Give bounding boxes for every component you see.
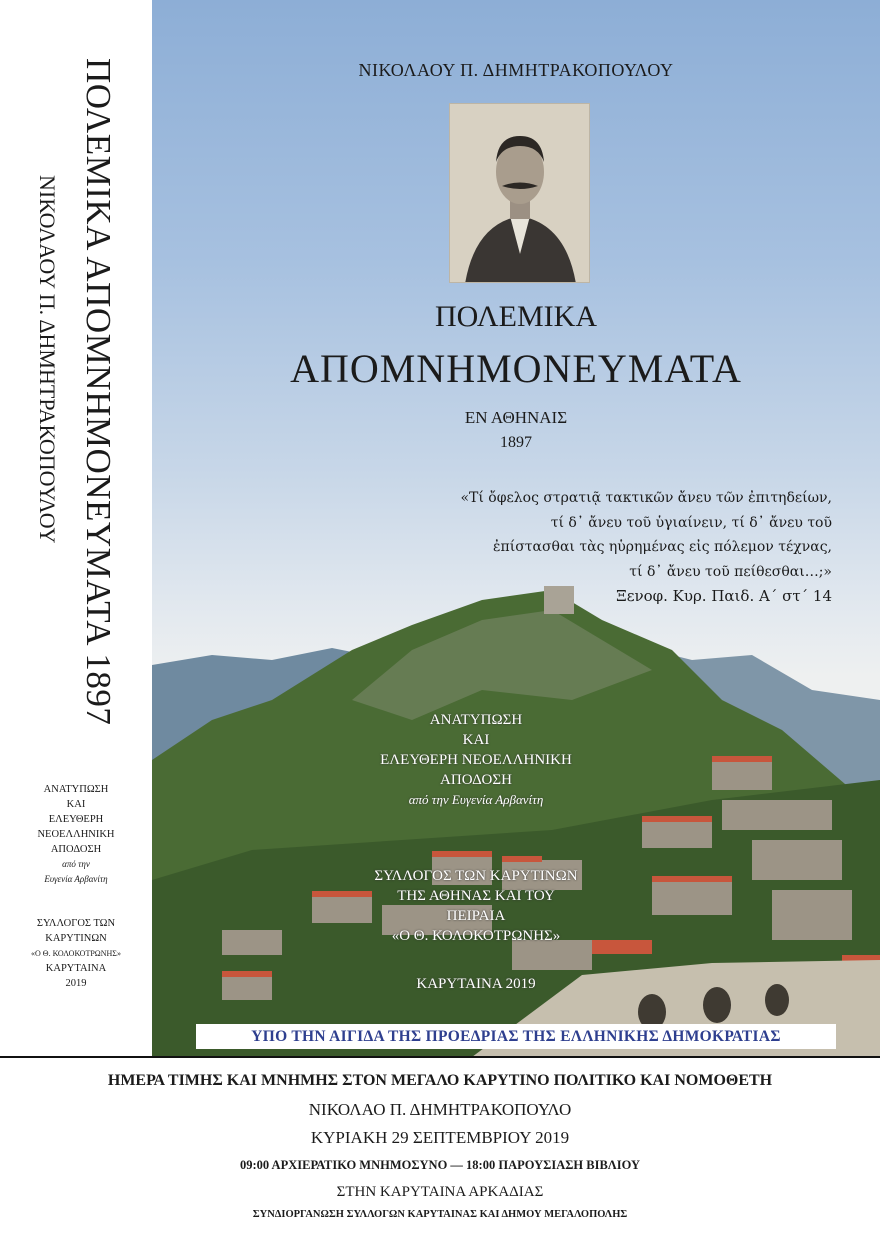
text-line: ΣΥΛΛΟΓΟΣ ΤΩΝ	[36, 918, 116, 929]
text-line: ΕΛΕΥΘΕΡΗ ΝΕΟΕΛΛΗΝΙΚΗ	[380, 752, 572, 768]
cover-publisher	[152, 866, 840, 946]
title-line-2: ΑΠΟΜΝΗΜΟΝΕΥΜΑΤΑ	[290, 346, 742, 391]
cover-translation-credit	[152, 710, 840, 810]
spine-publisher	[0, 916, 152, 991]
text-line: ΑΠΟΔΟΣΗ	[50, 844, 102, 855]
publication-place: ΕΝ ΑΘΗΝΑΙΣ	[464, 408, 568, 427]
event-schedule: 09:00 ΑΡΧΙΕΡΑΤΙΚΟ ΜΝΗΜΟΣΥΝΟ — 18:00 ΠΑΡΟΥΣΙΑΣΗ ΒΙΒΛΙΟΥ	[239, 1158, 641, 1172]
divider-line	[0, 1056, 880, 1058]
book-spine	[0, 0, 152, 1057]
text-line: ΚΑΡΥΤΙΝΩΝ	[45, 933, 107, 944]
event-organizers: ΣΥΝΔΙΟΡΓΑΝΩΣΗ ΣΥΛΛΟΓΩΝ ΚΑΡΥΤΑΙΝΑΣ ΚΑΙ ΔΗΜΟΥ ΜΕΓΑΛΟΠΟΛΗΣ	[252, 1209, 628, 1220]
spine-title: ΠΟΛΕΜΙΚΑ ΑΠΟΜΝΗΜΟΝΕΥΜΑΤΑ 1897	[79, 58, 118, 726]
xenophon-quote	[460, 486, 832, 609]
text-line: ΑΝΑΤΥΠΩΣΗ	[429, 712, 523, 728]
text-line: ΚΑΙ	[462, 732, 490, 748]
text-line: ΚΑΙ	[66, 799, 86, 810]
quote-line: τί δ᾽ ἄνευ τοῦ πείθεσθαι…;»	[629, 563, 832, 580]
translator-name: από την Ευγενία Αρβανίτη	[408, 792, 544, 807]
text-line: ΣΥΛΛΟΓΟΣ ΤΩΝ ΚΑΡΥΤΙΝΩΝ	[374, 868, 578, 884]
quote-line: «Τί ὄφελος στρατιᾷ τακτικῶν ἄνευ τῶν ἐπιτηδείων,	[460, 490, 832, 506]
text-line: ΠΕΙΡΑΙΑ	[446, 908, 506, 924]
aegis-banner: ΥΠΟ ΤΗΝ ΑΙΓΙΔΑ ΤΗΣ ΠΡΟΕΔΡΙΑΣ ΤΗΣ ΕΛΛΗΝΙΚΗΣ ΔΗΜΟΚΡΑΤΙΑΣ	[196, 1024, 836, 1049]
quote-line: τί δ᾽ ἄνευ τοῦ ὑγιαίνειν, τί δ᾽ ἄνευ τοῦ	[550, 514, 832, 531]
quote-line: ἐπίστασθαι τὰς ηὑρημένας εἰς πόλεμον τέχνας,	[493, 539, 832, 555]
text-line: ΑΠΟΔΟΣΗ	[440, 772, 512, 788]
text-line: ΑΝΑΤΥΠΩΣΗ	[43, 784, 109, 795]
front-cover	[152, 0, 880, 1057]
event-location: ΣΤΗΝ ΚΑΡΥΤΑΙΝΑ ΑΡΚΑΔΙΑΣ	[336, 1184, 544, 1200]
event-date: ΚΥΡΙΑΚΗ 29 ΣΕΠΤΕΜΒΡΙΟΥ 2019	[310, 1128, 570, 1147]
title-line-1: ΠΟΛΕΜΙΚΑ	[435, 300, 597, 333]
translator-name: Ευγενία Αρβανίτη	[44, 874, 108, 884]
text-line: ΤΗΣ ΑΘΗΝΑΣ ΚΑΙ ΤΟΥ	[397, 888, 555, 904]
text-line: ΕΛΕΥΘΕΡΗ	[48, 814, 104, 825]
cover-imprint: ΚΑΡΥΤΑΙΝΑ 2019	[416, 976, 536, 992]
text-line: από την	[62, 859, 90, 869]
spine-translation-credit	[0, 782, 152, 887]
cover-author: ΝΙΚΟΛΑΟΥ Π. ΔΗΜΗΤΡΑΚΟΠΟΥΛΟΥ	[358, 60, 674, 80]
text-line: «Ο Θ. ΚΟΛΟΚΟΤΡΩΝΗΣ»	[31, 949, 121, 958]
text-line: ΝΕΟΕΛΛΗΝΙΚΗ	[37, 829, 115, 840]
text-line: ΚΑΡΥΤΑΙΝΑ	[45, 963, 107, 974]
publication-year: 1897	[500, 434, 532, 451]
event-line-1: ΗΜΕΡΑ ΤΙΜΗΣ ΚΑΙ ΜΝΗΜΗΣ ΣΤΟΝ ΜΕΓΑΛΟ ΚΑΡΥΤΙΝΟ ΠΟΛΙΤΙΚΟ ΚΑΙ ΝΟΜΟΘΕΤΗ	[107, 1072, 773, 1089]
event-honoree: ΝΙΚΟΛΑΟ Π. ΔΗΜΗΤΡΑΚΟΠΟΥΛΟ	[308, 1100, 572, 1119]
text-line: 2019	[65, 978, 87, 989]
quote-source: Ξενοφ. Κυρ. Παιδ. Α΄ στ΄ 14	[616, 587, 832, 605]
portrait-figure	[450, 104, 590, 283]
author-portrait	[449, 103, 590, 283]
text-line: «Ο Θ. ΚΟΛΟΚΟΤΡΩΝΗΣ»	[391, 928, 561, 944]
spine-author: ΝΙΚΟΛΑΟΥ Π. ΔΗΜΗΤΡΑΚΟΠΟΥΛΟΥ	[35, 175, 60, 544]
